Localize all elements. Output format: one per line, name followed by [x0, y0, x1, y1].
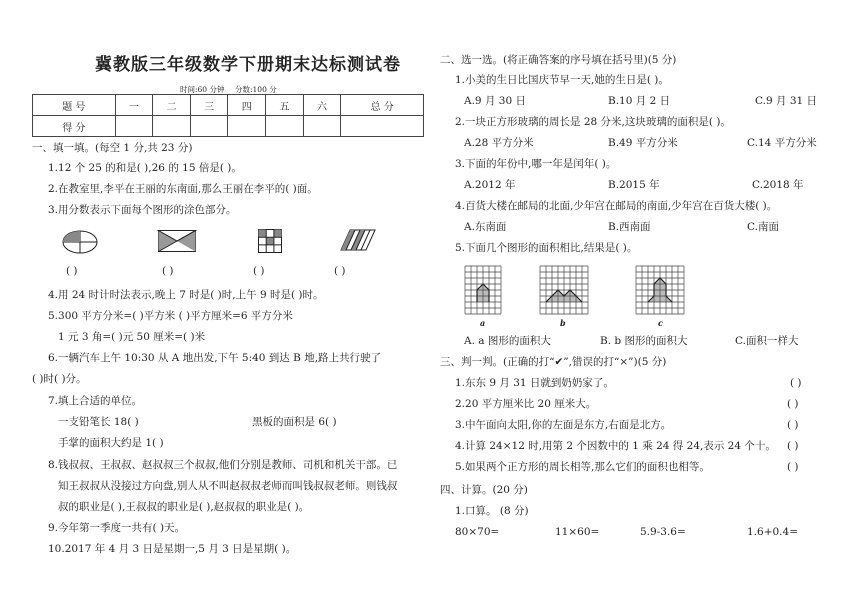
table-header-cell: 二	[153, 95, 191, 116]
judge-item: 2.20 平方厘米比 20 厘米大。	[455, 398, 597, 410]
option-a[interactable]: A.东南面	[464, 221, 507, 233]
score-cell[interactable]	[341, 116, 424, 137]
s2-q1: 1.小美的生日比国庆节早一天,她的生日是( )。	[455, 74, 669, 86]
option-c[interactable]: C.14 平方分米	[747, 137, 817, 149]
s1-q8c: 叔的职业是( ),王叔叔的职业是( ),赵叔叔的职业是( )。	[58, 501, 310, 513]
option-b[interactable]: B. b 图形的面积大	[600, 335, 688, 347]
calc-item: 11×60=	[555, 526, 600, 538]
option-c[interactable]: C.9 月 31 日	[755, 95, 818, 107]
figure-label-a: a	[480, 318, 486, 328]
calc-item: 1.6+0.4=	[747, 526, 798, 538]
s1-q1: 1.12 个 25 的和是( ),26 的 15 倍是( )。	[48, 162, 242, 174]
score-cell[interactable]	[228, 116, 266, 137]
option-a[interactable]: A. a 图形的面积大	[464, 335, 551, 347]
score-table	[32, 94, 424, 137]
answer-blank[interactable]: ( )	[253, 265, 265, 277]
s1-q7c: 手掌的面积大约是 1( )	[58, 437, 164, 449]
judge-item: 4.计算 24×12 时,用第 2 个因数中的 1 乘 24 得 24,表示 24 个十。	[455, 440, 776, 452]
section-3-heading: 三、判一判。(正确的打“✔”,错误的打“×”)(5 分)	[440, 356, 667, 368]
answer-blank[interactable]: ( )	[787, 398, 799, 410]
option-b[interactable]: B.10 月 2 日	[608, 95, 671, 107]
grid-shape-c-icon	[636, 266, 684, 314]
page-title: 冀教版三年级数学下册期末达标测试卷	[95, 55, 401, 75]
answer-blank[interactable]: ( )	[787, 419, 799, 431]
s1-q6a: 6.一辆汽车上午 10:30 从 A 地出发,下午 5:40 到达 B 地,路上共行驶了	[48, 352, 382, 364]
answer-blank[interactable]: ( )	[787, 440, 799, 452]
answer-blank[interactable]: ( )	[334, 265, 346, 277]
score-cell[interactable]	[266, 116, 304, 137]
table-header-cell: 题 号	[33, 95, 116, 116]
s1-q7: 7.填上合适的单位。	[48, 395, 143, 407]
section-1-heading: 一、填一填。(每空 1 分,共 23 分)	[32, 142, 193, 154]
table-row-label: 得 分	[33, 116, 116, 137]
option-b[interactable]: B.西南面	[608, 221, 651, 233]
s2-q5: 5.下面几个图形的面积相比,结果是( )。	[455, 242, 638, 254]
grid-figure-icon	[258, 229, 282, 253]
section-4-heading: 四、计算。(20 分)	[440, 484, 528, 496]
s1-q8a: 8.钱叔叔、王叔叔、赵叔叔三个叔叔,他们分别是教师、司机和机关干部。已	[48, 459, 398, 471]
calc-item: 80×70=	[455, 526, 500, 538]
score-cell[interactable]	[115, 116, 153, 137]
s1-q6b: ( )时( )分。	[32, 373, 87, 385]
grid-shape-b-icon	[540, 266, 588, 314]
table-header-cell: 六	[303, 95, 341, 116]
option-c[interactable]: C.2018 年	[752, 179, 804, 191]
total-score: 分数:100 分	[235, 85, 277, 94]
score-table-score-row	[33, 116, 424, 137]
grid-shape-a-icon	[465, 266, 501, 314]
option-a[interactable]: A.28 平方分米	[464, 137, 534, 149]
s1-q7a: 一支铅笔长 18( )	[58, 416, 139, 428]
answer-blank[interactable]: ( )	[790, 377, 802, 389]
s4-sub1: 1.口算。 (8 分)	[455, 505, 529, 517]
figure-label-b: b	[560, 318, 566, 328]
table-header-cell: 四	[228, 95, 266, 116]
option-c[interactable]: C.南面	[747, 221, 779, 233]
s1-q5b: 1 元 3 角=( )元 50 厘米=( )米	[58, 331, 206, 343]
s2-q4: 4.百货大楼在邮局的北面,少年宫在邮局的南面,少年宫在百货大楼( )。	[455, 200, 778, 212]
option-c[interactable]: C.面积一样大	[735, 335, 799, 347]
section-2-heading: 二、选一选。(将正确答案的序号填在括号里)(5 分)	[440, 54, 677, 66]
table-header-cell: 五	[266, 95, 304, 116]
s2-q3: 3.下面的年份中,哪一年是闰年( )。	[455, 158, 617, 170]
s1-q3: 3.用分数表示下面每个图形的涂色部分。	[48, 204, 237, 216]
score-cell[interactable]	[303, 116, 341, 137]
judge-item: 5.如果两个正方形的周长相等,那么它们的面积也相等。	[455, 461, 710, 473]
answer-blank[interactable]: ( )	[66, 265, 78, 277]
calc-item: 5.9-3.6=	[640, 526, 686, 538]
figure-label-c: c	[658, 318, 663, 328]
s1-q10: 10.2017 年 4 月 3 日是星期一,5 月 3 日是星期( )。	[48, 543, 297, 555]
option-b[interactable]: B.49 平方分米	[608, 137, 678, 149]
s1-q9: 9.今年第一季度一共有( )天。	[48, 522, 186, 534]
s1-q5a: 5.300 平方分米=( )平方米 ( )平方厘米=6 平方分米	[48, 310, 293, 322]
judge-item: 1.东东 9 月 31 日就到奶奶家了。	[455, 377, 614, 389]
answer-blank[interactable]: ( )	[162, 265, 174, 277]
table-header-cell: 三	[190, 95, 228, 116]
parallelogram-strips-figure-icon	[340, 228, 376, 252]
option-a[interactable]: A.2012 年	[464, 179, 516, 191]
table-header-cell: 一	[115, 95, 153, 116]
score-table-header-row	[33, 95, 424, 116]
score-cell[interactable]	[190, 116, 228, 137]
s1-q2: 2.在教室里,李平在王丽的东南面,那么王丽在李平的( )面。	[48, 183, 318, 195]
s1-q7b: 黑板的面积是 6( )	[252, 416, 337, 428]
table-header-cell: 总 分	[341, 95, 424, 116]
option-a[interactable]: A.9 月 30 日	[464, 95, 526, 107]
s2-q2: 2.一块正方形玻璃的周长是 28 分米,这块玻璃的面积是( )。	[455, 116, 731, 128]
score-cell[interactable]	[153, 116, 191, 137]
time-limit: 时间:60 分钟	[180, 85, 225, 94]
s1-q8b: 知王叔叔从没接过方向盘,别人从不叫赵叔叔老师而叫钱叔叔老师。则钱叔	[58, 480, 398, 492]
rectangle-diamond-figure-icon	[158, 230, 196, 252]
judge-item: 3.中午面向太阳,你的左面是东方,右面是北方。	[455, 419, 672, 431]
s1-q4: 4.用 24 时计时法表示,晚上 7 时是( )时,上午 9 时是( )时。	[48, 289, 324, 301]
ellipse-figure-icon	[62, 230, 98, 254]
option-b[interactable]: B.2015 年	[608, 179, 660, 191]
answer-blank[interactable]: ( )	[787, 461, 799, 473]
